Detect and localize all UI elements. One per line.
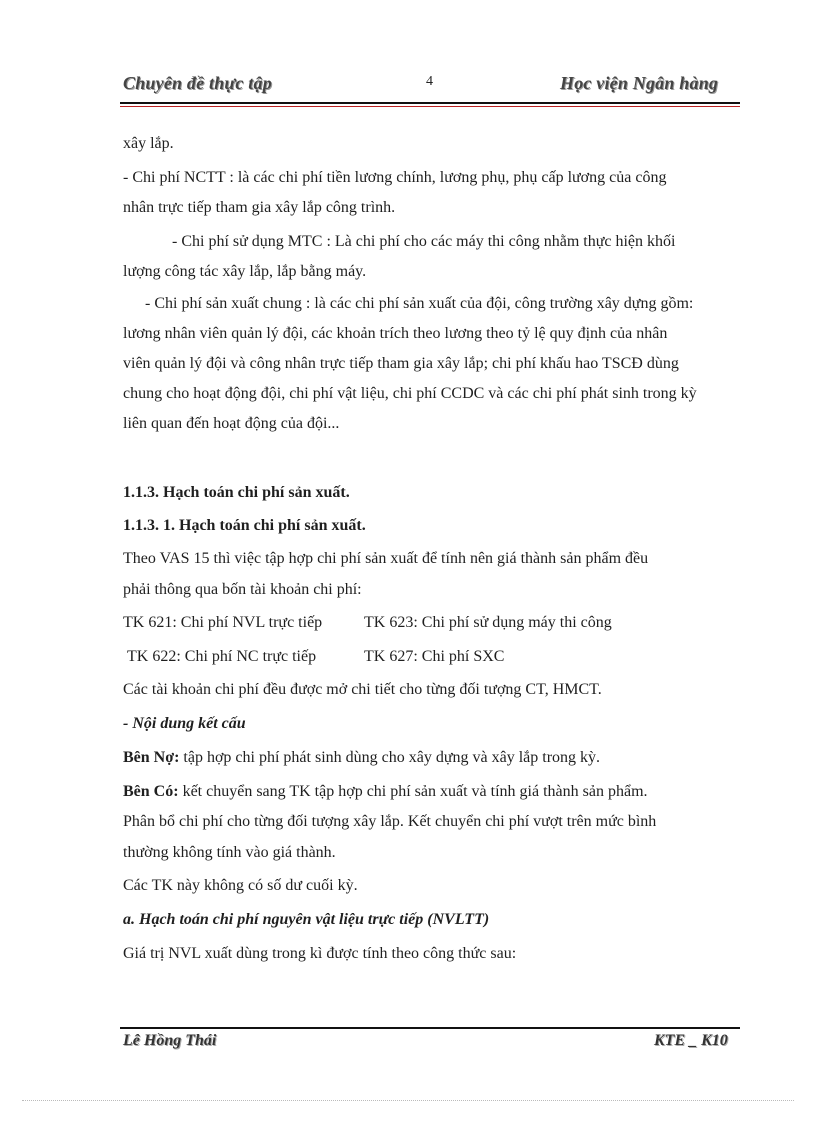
body-line: Giá trị NVL xuất dùng trong kì được tính theo công thức sau: [123, 945, 517, 962]
credit-label: Bên Có: [123, 783, 179, 800]
body-line: thường không tính vào giá thành. [123, 844, 336, 861]
body-line: phải thông qua bốn tài khoản chi phí: [123, 581, 362, 598]
body-line: - Chi phí sử dụng MTC : Là chi phí cho các máy thi công nhằm thực hiện khối [172, 233, 676, 250]
footer-author: Lê Hồng Thái [123, 1032, 217, 1049]
header-rule-thick [120, 102, 740, 104]
page-bottom-dotted-divider [22, 1100, 794, 1101]
body-line: xây lắp. [123, 135, 174, 152]
account-tk622: TK 622: Chi phí NC trực tiếp [127, 648, 317, 665]
content-heading: - Nội dung kết cấu [123, 715, 246, 732]
body-line: nhân trực tiếp tham gia xây lắp công trình. [123, 199, 396, 216]
body-line: - Chi phí sản xuất chung : là các chi phí sản xuất của đội, công trường xây dựng gồm: [145, 295, 694, 312]
account-tk621: TK 621: Chi phí NVL trực tiếp [123, 614, 323, 631]
page-number: 4 [426, 74, 433, 89]
body-line: lương nhân viên quản lý đội, các khoản trích theo lương theo tỷ lệ quy định của nhân [123, 325, 668, 342]
body-line: lượng công tác xây lắp, lắp bằng máy. [123, 263, 367, 280]
debit-text: tập hợp chi phí phát sinh dùng cho xây dựng và xây lắp trong kỳ. [179, 749, 601, 766]
account-tk627: TK 627: Chi phí SXC [364, 648, 505, 665]
header-right-title: Học viện Ngân hàng [560, 73, 719, 93]
body-line: Phân bổ chi phí cho từng đối tượng xây lắp. Kết chuyển chi phí vượt trên mức bình [123, 813, 657, 830]
body-line: - Chi phí NCTT : là các chi phí tiền lương chính, lương phụ, phụ cấp lương của công [123, 169, 667, 186]
body-line: liên quan đến hoạt động của đội... [123, 415, 340, 432]
body-line: Các tài khoản chi phí đều được mở chi tiết cho từng đối tượng CT, HMCT. [123, 681, 602, 698]
footer-class-code: KTE _ K10 [654, 1032, 728, 1049]
footer-rule [120, 1027, 740, 1029]
debit-label: Bên Nợ: [123, 749, 180, 766]
body-line: Các TK này không có số dư cuối kỳ. [123, 877, 358, 894]
body-line: chung cho hoạt động đội, chi phí vật liệu, chi phí CCDC và các chi phí phát sinh trong kỳ [123, 385, 697, 402]
body-line: Theo VAS 15 thì việc tập hợp chi phí sản xuất để tính nên giá thành sản phẩm đều [123, 550, 649, 567]
account-tk623: TK 623: Chi phí sử dụng máy thi công [364, 614, 612, 631]
credit-text: kết chuyển sang TK tập hợp chi phí sản xuất và tính giá thành sản phẩm. [178, 783, 648, 800]
header-rule-red [120, 106, 740, 107]
body-line: viên quản lý đội và công nhân trực tiếp tham gia xây lắp; chi phí khấu hao TSCĐ dùng [123, 355, 679, 372]
debit-line [123, 748, 600, 768]
credit-line [123, 782, 648, 802]
header-left-title: Chuyên đề thực tập [123, 73, 272, 93]
subsection-a-heading: a. Hạch toán chi phí nguyên vật liệu trực tiếp (NVLTT) [123, 911, 490, 928]
subsection-heading: 1.1.3. 1. Hạch toán chi phí sản xuất. [123, 517, 366, 534]
section-heading: 1.1.3. Hạch toán chi phí sản xuất. [123, 484, 350, 501]
